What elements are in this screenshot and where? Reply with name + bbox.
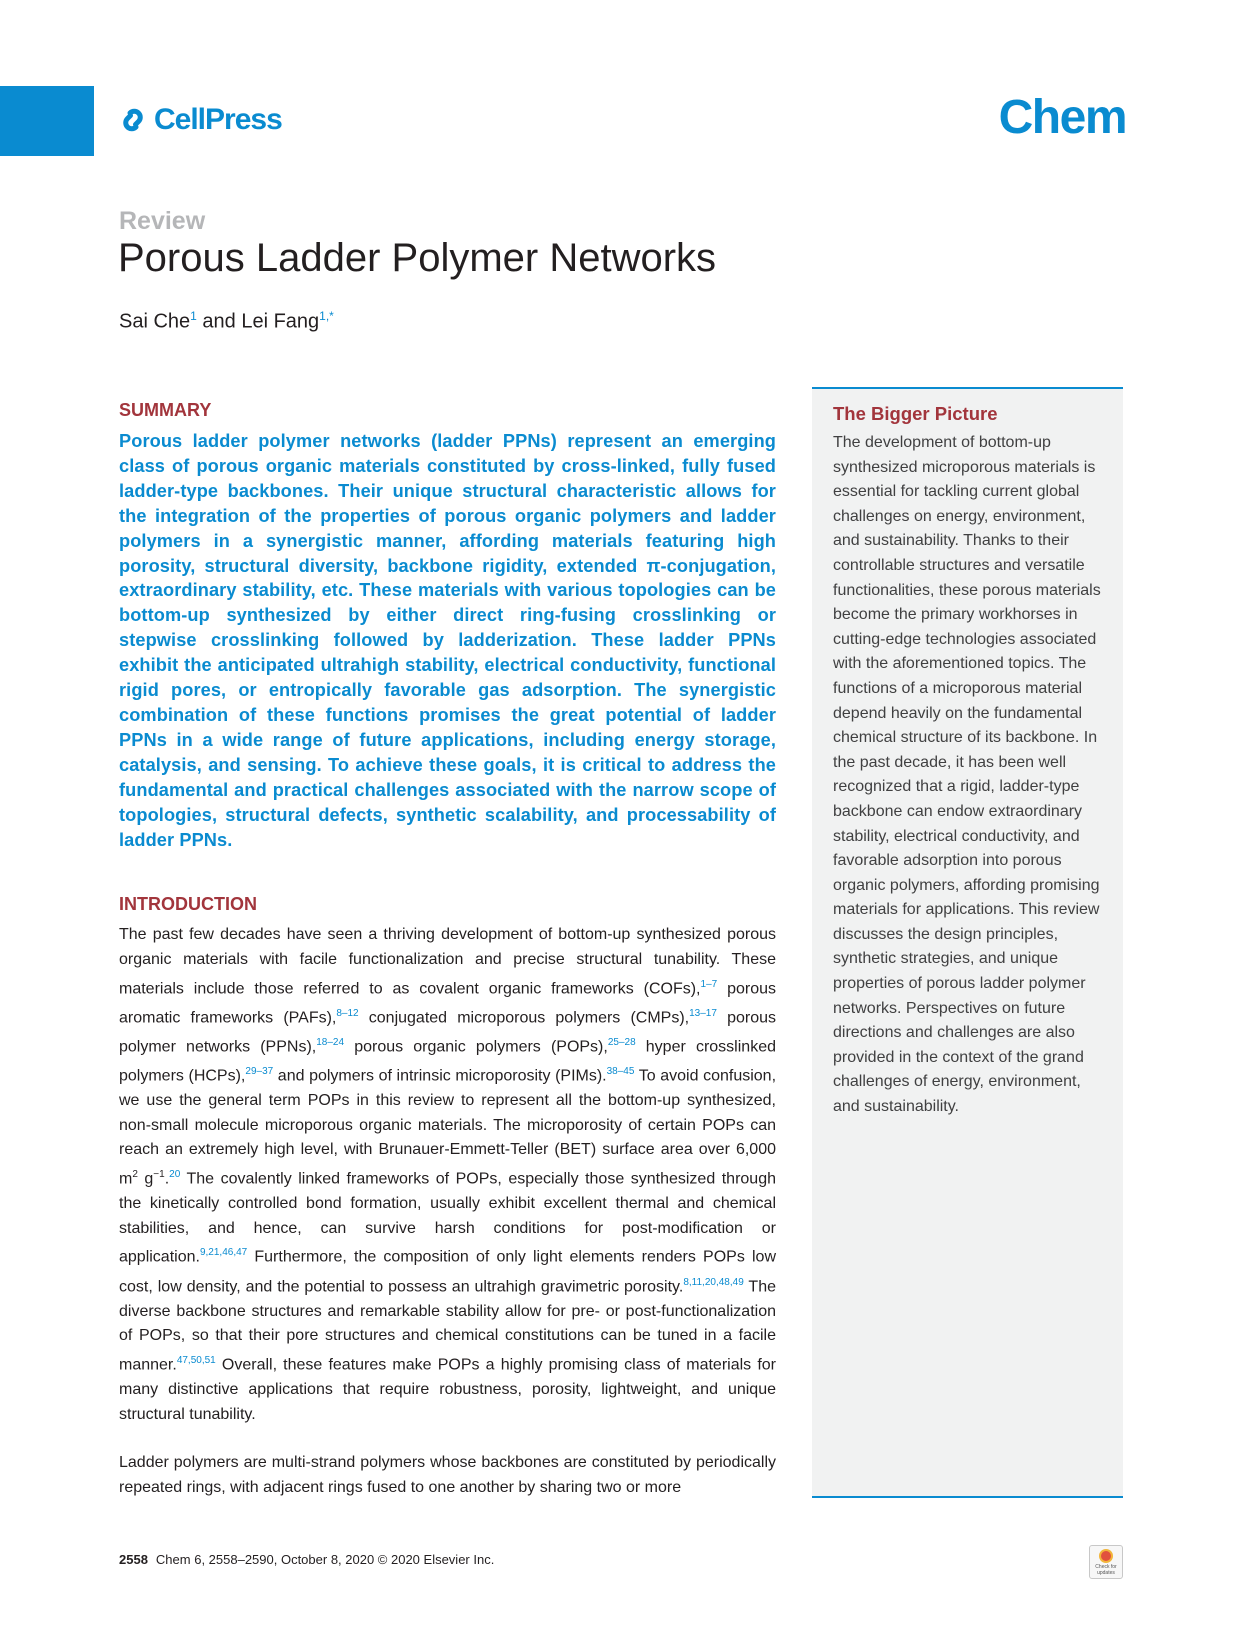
main-column [119,400,776,1501]
badge-label: Check for updates [1095,1564,1117,1576]
page-footer [119,1552,494,1567]
text-run: Furthermore, the composition of only light elements renders POPs low cost, low density, and the potential to possess an ultrahigh gravimetric porosity. [119,1248,776,1295]
superscript: 2 [132,1169,138,1181]
article-type: Review [119,207,206,235]
introduction-paragraph: Ladder polymers are multi-strand polymers whose backbones are constituted by periodically repeated rings, with adjacent rings fused to one another by sharing two or more [119,1454,776,1497]
citation-link[interactable]: 18–24 [316,1036,345,1048]
text-run: porous aromatic frameworks (PAFs), [119,980,776,1027]
cellpress-logo[interactable] [118,103,282,137]
citation-link[interactable]: 47,50,51 [176,1354,216,1366]
journal-name[interactable]: Chem [998,91,1126,144]
publisher-name: CellPress [154,103,282,136]
text-run: The past few decades have seen a thriving development of bottom-up synthesized porous organic materials with facile functionalization and precise structural tunability. These materials include those referred to as covalent organic frameworks (COFs), [119,926,776,998]
citation-link[interactable]: 25–28 [607,1036,636,1048]
text-run: Overall, these features make POPs a highly promising class of materials for many distinctive applications that require robustness, porosity, lightweight, and unique structural tunability. [119,1356,776,1423]
superscript: −1 [153,1169,165,1181]
text-run: The covalently linked frameworks of POPs, especially those synthesized through the kinetically controlled bond formation, usually exhibit excellent thermal and chemical stabilities, and hence, can survive harsh conditions for post-modification or application. [119,1170,776,1266]
citation-link[interactable]: 1–7 [700,978,718,990]
text-run: and polymers of intrinsic microporosity (PIMs). [273,1067,607,1085]
citation-link[interactable]: 20 [169,1169,181,1181]
author-name[interactable]: Lei Fang [241,310,320,333]
citation-link[interactable]: 8–12 [336,1007,359,1019]
cellpress-link-icon [118,105,148,135]
header-color-tab [0,86,94,156]
introduction-paragraph [119,923,776,1427]
update-bookmark-icon [1099,1549,1113,1563]
citation-link[interactable]: 8,11,20,48,49 [683,1276,744,1288]
text-run: hyper crosslinked polymers (HCPs), [119,1038,776,1085]
introduction-heading: INTRODUCTION [119,894,257,915]
text-run: porous polymer networks (PPNs), [119,1009,777,1056]
citation-link[interactable]: 29–37 [245,1065,274,1077]
affiliation-ref[interactable]: 1,* [319,309,334,323]
text-run: . [164,1170,170,1188]
page-number: 2558 [119,1552,148,1567]
citation-link[interactable]: 13–17 [689,1007,717,1019]
author-list [119,309,334,334]
citation-line: Chem 6, 2558–2590, October 8, 2020 © 2020 Elsevier Inc. [155,1552,495,1567]
check-for-updates-button[interactable] [1089,1545,1123,1579]
citation-link[interactable]: 38–45 [606,1065,635,1077]
text-run: porous organic polymers (POPs), [344,1038,608,1056]
text-run: The diverse backbone structures and remarkable stability allow for pre- or post-functionalization of POPs, so that their pore structures and chemical constitutions can be tuned in a facile manner. [119,1277,776,1374]
text-run: g [137,1170,154,1188]
author-name[interactable]: Sai Che [119,310,191,333]
author-separator: and [196,310,242,333]
text-run: conjugated microporous polymers (CMPs), [358,1009,690,1027]
bigger-picture-box [812,387,1123,1498]
bigger-picture-text: The development of bottom-up synthesized microporous materials is essential for tackling current global challenges on energy, environment, and sustainability. Thanks to their controllable structures and versatile functionalities, these porous materials become the primary workhorses in cutting-edge technologies associated with the aforementioned topics. The functions of a microporous material depend heavily on the fundamental chemical structure of its backbone. In the past decade, it has been well recognized that a rigid, ladder-type backbone can endow extraordinary stability, electrical conductivity, and favorable adsorption into porous organic polymers, affording promising materials for applications. This review discusses the design principles, synthetic strategies, and unique properties of porous ladder polymer networks. Perspectives on future directions and challenges are also provided in the context of the grand challenges of energy, environment, and sustainability. [833,434,1101,1116]
summary-text: Porous ladder polymer networks (ladder PPNs) represent an emerging class of porous organic materials constituted by cross-linked, fully fused ladder-type backbones. Their unique structural characteristic allows for the integration of the properties of porous organic polymers and ladder polymers in a synergistic manner, affording materials featuring high porosity, structural diversity, backbone rigidity, extended π-conjugation, extraordinary stability, etc. These materials with various topologies can be bottom-up synthesized by either direct ring-fusing crosslinking or stepwise crosslinking followed by ladderization. These ladder PPNs exhibit the anticipated ultrahigh stability, electrical conductivity, functional rigid pores, or entropically favorable gas adsorption. The synergistic combination of these functions promises the great potential of ladder PPNs in a wide range of future applications, including energy storage, catalysis, and sensing. To achieve these goals, it is critical to address the fundamental and practical challenges associated with the narrow scope of topologies, structural defects, synthetic scalability, and processability of ladder PPNs. [119,431,776,850]
summary-heading: SUMMARY [119,400,212,420]
text-run: To avoid confusion, we use the general term POPs in this review to represent all the bottom-up synthesized, non-small molecule microporous organic materials. The microporosity of certain POPs can reach an extremely high level, with Brunauer-Emmett-Teller (BET) surface area over 6,000 m [119,1067,777,1188]
affiliation-ref[interactable]: 1 [190,309,197,323]
citation-link[interactable]: 9,21,46,47 [199,1247,248,1259]
bigger-picture-heading: The Bigger Picture [833,403,998,424]
page-title: Porous Ladder Polymer Networks [118,236,717,280]
